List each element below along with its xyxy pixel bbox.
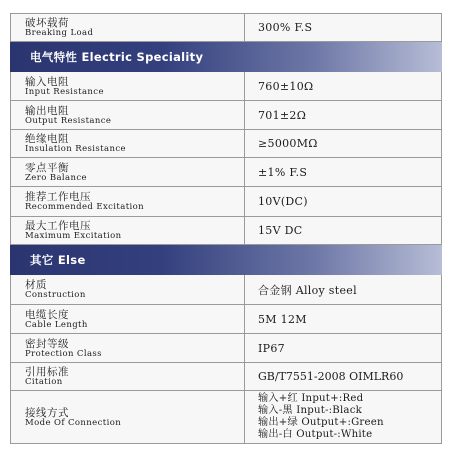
spec-row-output-resistance: [10, 101, 442, 130]
wiring-line: 输入-黑 Input-:Black: [258, 405, 362, 416]
spec-label: [11, 334, 245, 362]
spec-label-en: Insulation Resistance: [25, 144, 126, 154]
wiring-line: 输入+红 Input+:Red: [258, 393, 364, 404]
spec-label-en: Citation: [25, 377, 63, 387]
spec-value: IP67: [258, 341, 285, 355]
spec-table: [10, 13, 442, 444]
spec-label: [11, 130, 245, 157]
spec-label-cn: 破坏载荷: [25, 17, 69, 29]
spec-label-cn: 引用标准: [25, 366, 69, 378]
wiring-line: 输出+绿 Output+:Green: [258, 417, 384, 428]
connection-wiring-list: [245, 391, 441, 443]
spec-row-connection: [10, 391, 442, 444]
spec-label-cn: 输入电阻: [25, 75, 69, 88]
spec-value: GB/T7551-2008 OIMLR60: [258, 370, 404, 383]
spec-row-construction: [10, 275, 442, 305]
section-header-else: 其它 Else: [10, 245, 442, 275]
spec-label-en: Output Resistance: [25, 115, 112, 126]
spec-label: [11, 275, 245, 304]
spec-label-cn: 绝缘电阻: [25, 133, 69, 145]
spec-row-input-resistance: [10, 72, 442, 101]
spec-label-cn: 推荐工作电压: [25, 191, 91, 203]
spec-label: [11, 305, 245, 333]
spec-row-zero-balance: [10, 158, 442, 187]
section-header-electric: 电气特性 Electric Speciality: [10, 42, 442, 72]
spec-label-cn: 电缆长度: [25, 308, 69, 321]
spec-label-en: Breaking Load: [25, 28, 94, 38]
spec-label-cn: 零点平衡: [25, 161, 69, 174]
spec-value: ≥5000MΩ: [258, 137, 318, 150]
spec-label-en: Mode Of Connection: [25, 417, 122, 428]
spec-value: ±1% F.S: [258, 165, 308, 179]
spec-value: 760±10Ω: [258, 79, 314, 93]
spec-label-en: Recommended Excitation: [25, 202, 145, 212]
spec-label: [11, 187, 245, 216]
spec-label: [11, 158, 245, 186]
spec-label: [11, 72, 245, 100]
spec-row-maximum-excitation: [10, 217, 442, 245]
spec-label-en: Construction: [25, 290, 86, 300]
spec-label-en: Input Resistance: [25, 86, 104, 97]
wiring-line: 输出-白 Output-:White: [258, 429, 373, 440]
spec-label-en: Zero Balance: [25, 172, 87, 183]
spec-row-recommended-excitation: [10, 187, 442, 217]
spec-row-cable-length: [10, 305, 442, 334]
spec-value: 合金钢 Alloy steel: [258, 283, 357, 297]
spec-label: [11, 217, 245, 244]
spec-value: 15V DC: [258, 224, 303, 237]
spec-label-en: Protection Class: [25, 348, 102, 359]
spec-row-protection-class: [10, 334, 442, 363]
spec-value: 701±2Ω: [258, 108, 307, 122]
spec-label-cn: 材质: [25, 279, 47, 291]
spec-label-cn: 输出电阻: [25, 104, 69, 117]
spec-row-citation: [10, 363, 442, 391]
spec-label-en: Maximum Excitation: [25, 231, 122, 241]
spec-label: [11, 363, 245, 390]
spec-value: 5M 12M: [258, 312, 307, 326]
spec-value: 10V(DC): [258, 195, 308, 208]
spec-row-insulation-resistance: [10, 130, 442, 158]
spec-value: 300% F.S: [258, 21, 313, 34]
spec-label: [11, 14, 245, 41]
spec-label-cn: 最大工作电压: [25, 220, 91, 232]
spec-label-cn: 接线方式: [25, 406, 69, 419]
spec-label-cn: 密封等级: [25, 337, 69, 350]
spec-row-breaking-load: [10, 13, 442, 42]
spec-label: [11, 391, 245, 443]
spec-label-en: Cable Length: [25, 319, 88, 330]
spec-label: [11, 101, 245, 129]
